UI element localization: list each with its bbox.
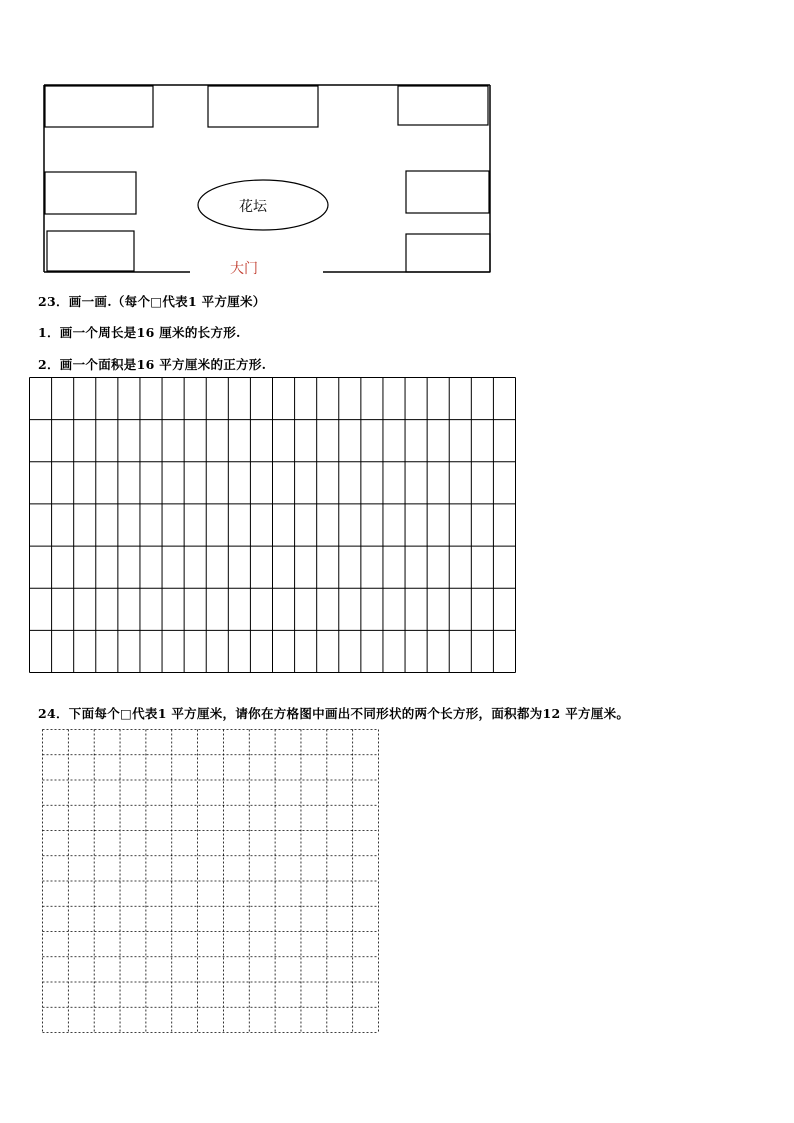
q23-title: 23．画一画.（每个□代表1 平方厘米）	[38, 294, 266, 309]
q24-drawing-grid[interactable]	[42, 729, 382, 1039]
gate-label: 大门	[230, 261, 258, 277]
q23-item-1: 1．画一个周长是16 厘米的长方形.	[38, 325, 241, 340]
q24-title: 24．下面每个□代表1 平方厘米，请你在方格图中画出不同形状的两个长方形，面积都为12 平方厘米。	[38, 706, 630, 721]
flowerbed-label: 花坛	[239, 199, 267, 215]
building-bottom-left	[47, 231, 134, 271]
building-middle-right	[406, 171, 489, 213]
building-top-right	[398, 86, 488, 125]
q23-grid-svg	[29, 377, 519, 675]
q23-item-2: 2．画一个面积是16 平方厘米的正方形.	[38, 357, 267, 372]
q24-grid-svg	[42, 729, 382, 1035]
campus-layout-diagram	[0, 0, 794, 290]
building-top-left	[45, 86, 153, 127]
building-top-center	[208, 86, 318, 127]
building-middle-left	[45, 172, 136, 214]
building-bottom-right	[406, 234, 490, 272]
q23-drawing-grid[interactable]	[29, 377, 519, 679]
